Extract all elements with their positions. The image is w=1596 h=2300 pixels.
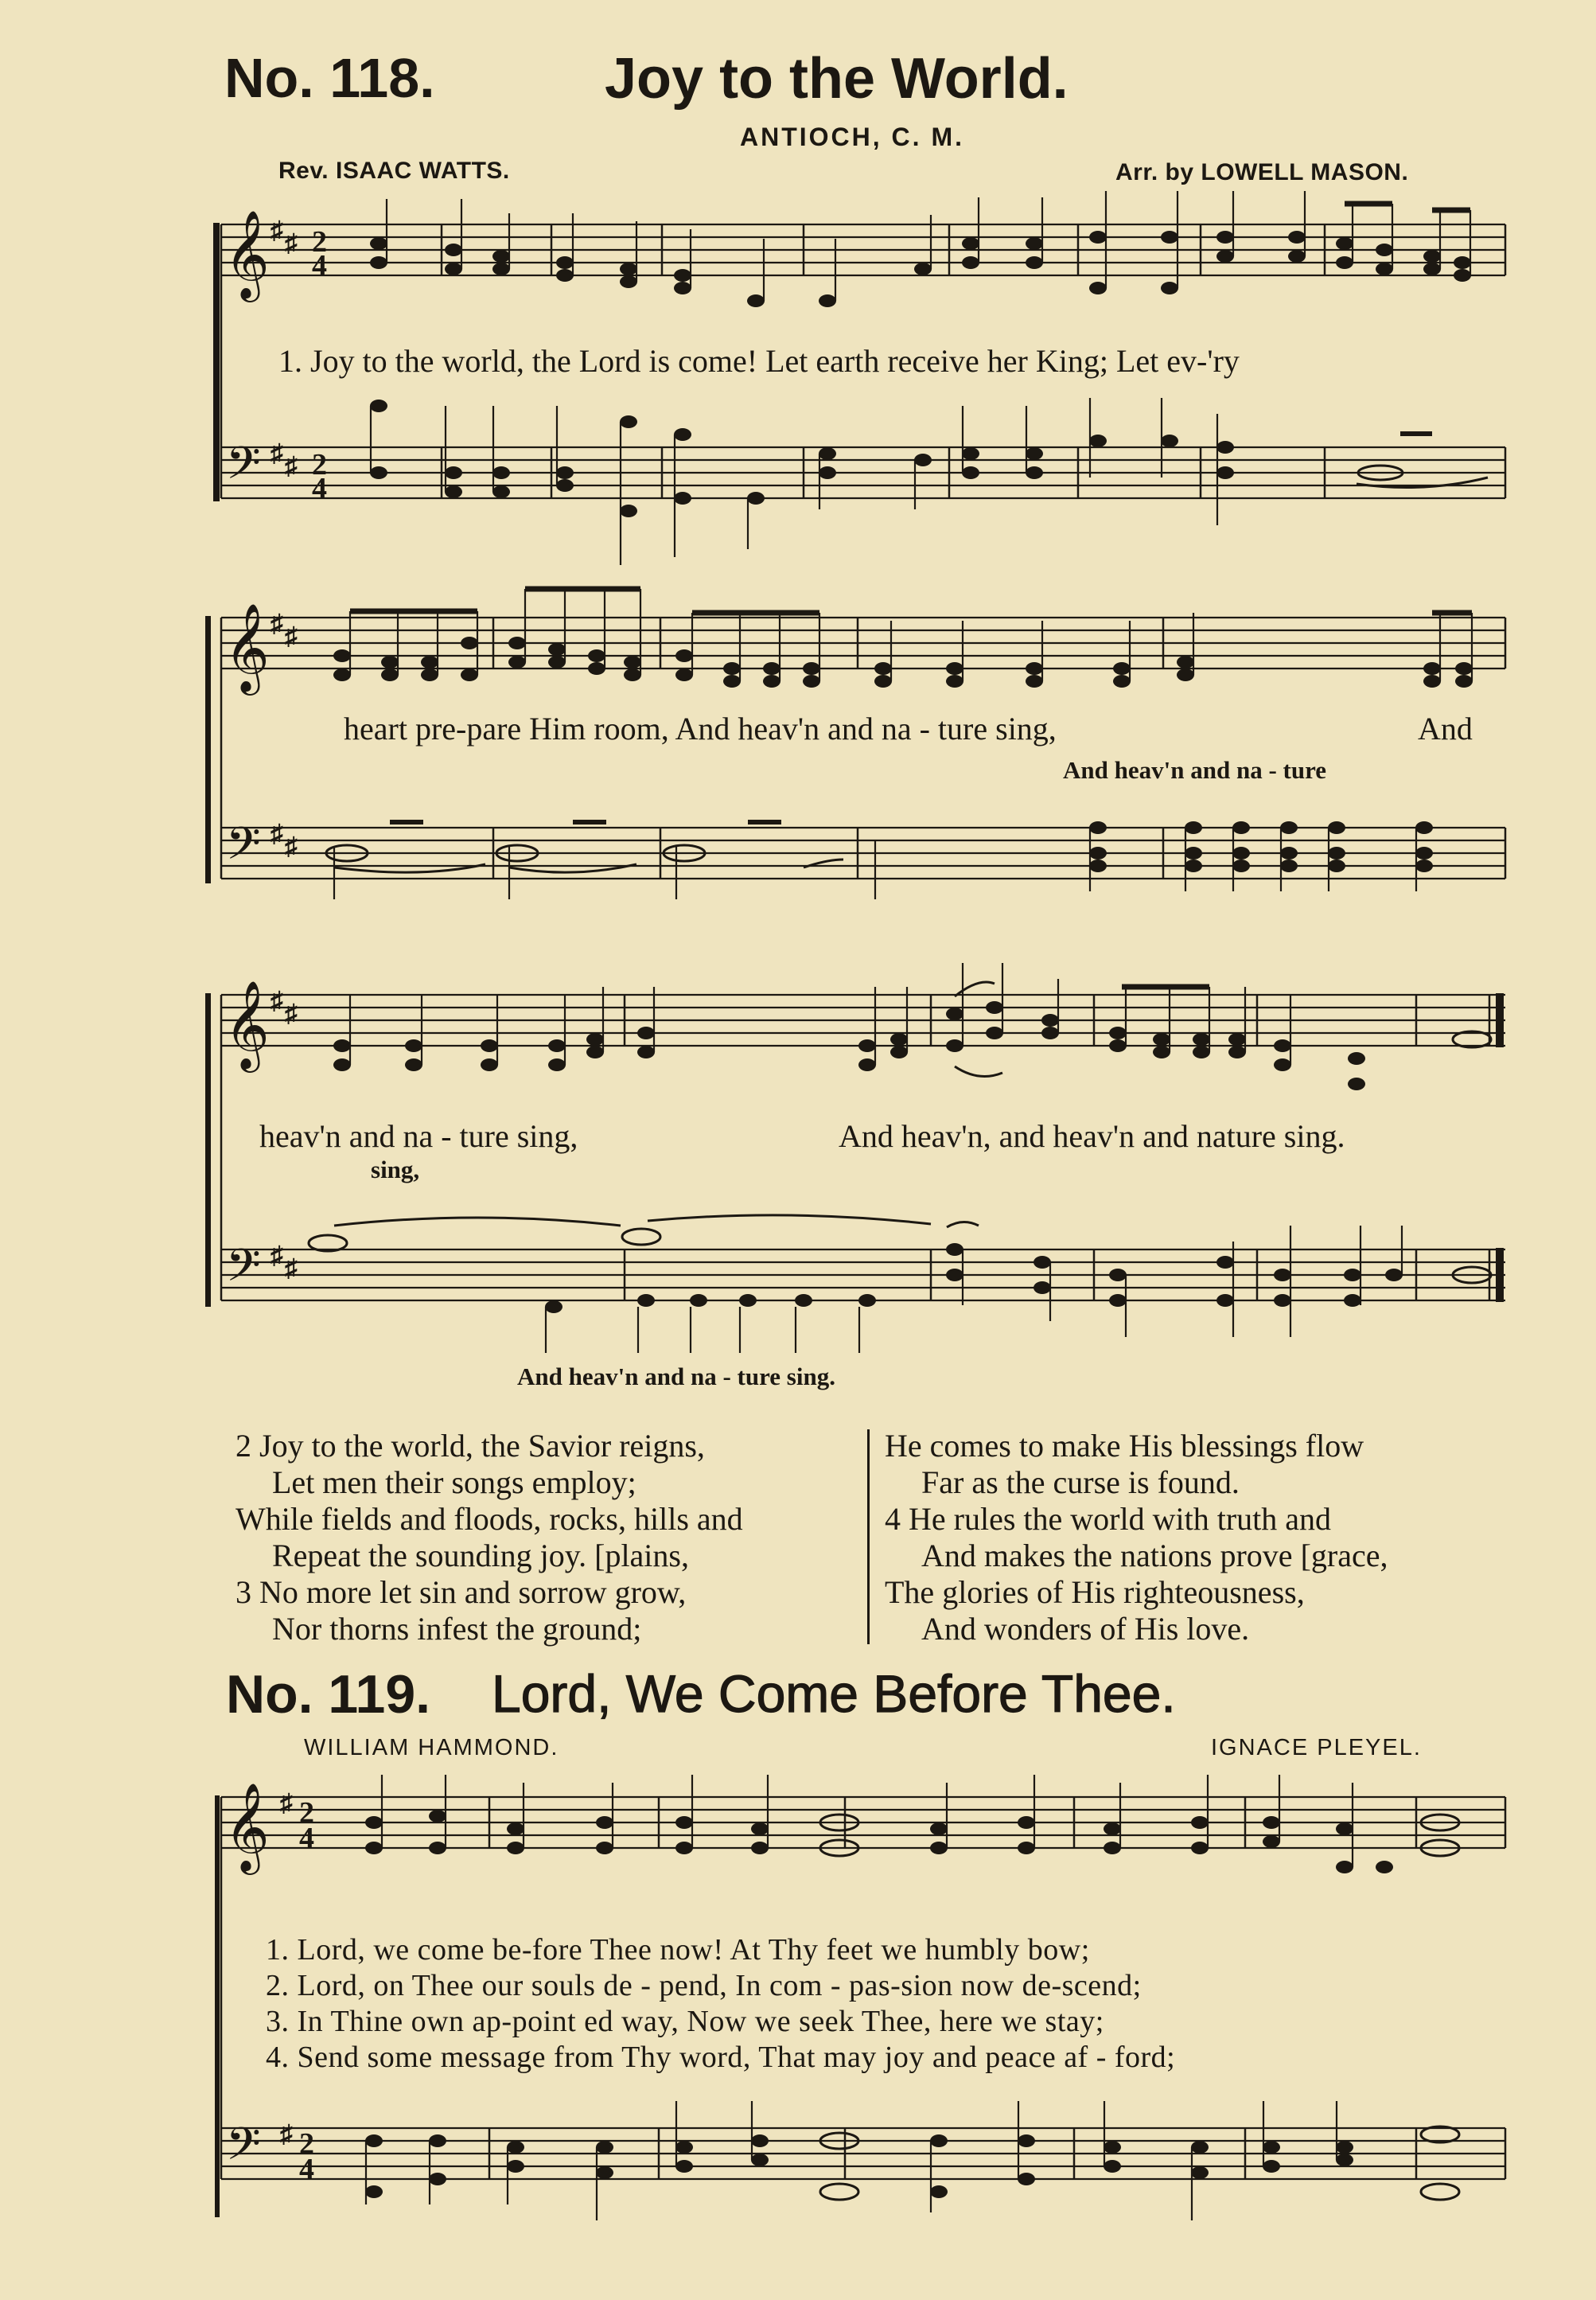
svg-text:4: 4 [299,2153,314,2186]
svg-text:♯: ♯ [271,819,283,848]
hymn119-verses [266,1932,1175,2076]
hymn-number: No. 118. [224,47,435,109]
svg-text:♯: ♯ [280,2119,293,2148]
lyric-line-3a-sub: sing, [371,1156,420,1183]
verse-line: 2. Lord, on Thee our souls de - pend, In com - pas-sion now de-scend; [266,1969,1142,2002]
svg-text:4: 4 [312,249,327,283]
author: Rev. ISAAC WATTS. [278,158,510,184]
hymn-number: No. 119. [226,1664,431,1725]
verse-line: He comes to make His blessings flow [885,1428,1364,1464]
svg-text:𝄞: 𝄞 [224,602,270,692]
svg-text:♯: ♯ [280,1788,293,1817]
svg-text:𝄢: 𝄢 [226,1240,261,1303]
verse-line: Repeat the sounding joy. [plains, [272,1538,689,1573]
lyric-line-2: heart pre-pare Him room, And heav'n and na - ture sing, [344,711,1057,747]
verse-line: And wonders of His love. [921,1611,1250,1647]
svg-text:2: 2 [299,1796,314,1830]
svg-text:♯: ♯ [285,228,298,257]
arranger: Arr. by LOWELL MASON. [1115,159,1409,185]
svg-text:𝄞: 𝄞 [224,980,270,1069]
hymn-title: Lord, We Come Before Thee. [492,1664,1176,1723]
svg-text:𝄞: 𝄞 [224,209,270,298]
svg-text:2: 2 [299,2127,314,2161]
svg-text:♯: ♯ [285,622,298,650]
verse-line: Far as the curse is found. [921,1464,1240,1500]
lyric-line-3a: heav'n and na - ture sing, [259,1118,578,1154]
svg-text:2: 2 [312,225,327,259]
svg-text:♯: ♯ [271,986,283,1015]
svg-text:♯: ♯ [285,1253,298,1282]
tune-name: ANTIOCH, C. M. [740,123,964,151]
author: WILLIAM HAMMOND. [304,1735,559,1760]
hymn-title: Joy to the World. [605,47,1069,111]
verse-line: The glories of His righteousness, [885,1574,1305,1610]
svg-text:♯: ♯ [285,451,298,480]
svg-text:♯: ♯ [285,999,298,1027]
svg-text:4: 4 [312,472,327,505]
svg-text:♯: ♯ [271,1241,283,1269]
verse-line: 4 He rules the world with truth and [885,1501,1331,1537]
svg-text:♯: ♯ [271,216,283,244]
lyric-line-2-end: And [1418,711,1473,747]
svg-text:𝄢: 𝄢 [226,818,261,881]
bass-lyric-line-3: And heav'n and na - ture sing. [517,1362,835,1390]
bass-lyric-line-2: And heav'n and na - ture [1063,756,1327,784]
verse-line: 3. In Thine own ap-point ed way, Now we seek Thee, here we stay; [266,2005,1104,2038]
verse-line: While fields and floods, rocks, hills and [236,1501,743,1537]
verse-line: And makes the nations prove [grace, [921,1538,1388,1573]
verse-line: Nor thorns infest the ground; [272,1611,642,1647]
composer: IGNACE PLEYEL. [1211,1735,1422,1760]
verse-line: 4. Send some message from Thy word, That may joy and peace af - ford; [266,2041,1176,2074]
svg-text:𝄞: 𝄞 [224,1782,270,1871]
verse-line: 3 No more let sin and sorrow grow, [236,1574,687,1610]
svg-text:♯: ♯ [271,439,283,467]
svg-text:2: 2 [312,448,327,481]
svg-text:𝄢: 𝄢 [226,2119,261,2181]
svg-text:4: 4 [299,1822,314,1855]
lyric-line-3b: And heav'n, and heav'n and nature sing. [839,1118,1345,1154]
svg-text:♯: ♯ [271,609,283,637]
verse-line: Let men their songs employ; [272,1464,636,1500]
svg-text:♯: ♯ [285,832,298,860]
verse-line: 1. Lord, we come be-fore Thee now! At Thy feet we humbly bow; [266,1933,1090,1967]
lyric-line-1: 1. Joy to the world, the Lord is come! Let earth receive her King; Let ev-'ry [278,343,1240,379]
svg-text:𝄢: 𝄢 [226,438,261,501]
verse-line: 2 Joy to the world, the Savior reigns, [236,1428,705,1464]
